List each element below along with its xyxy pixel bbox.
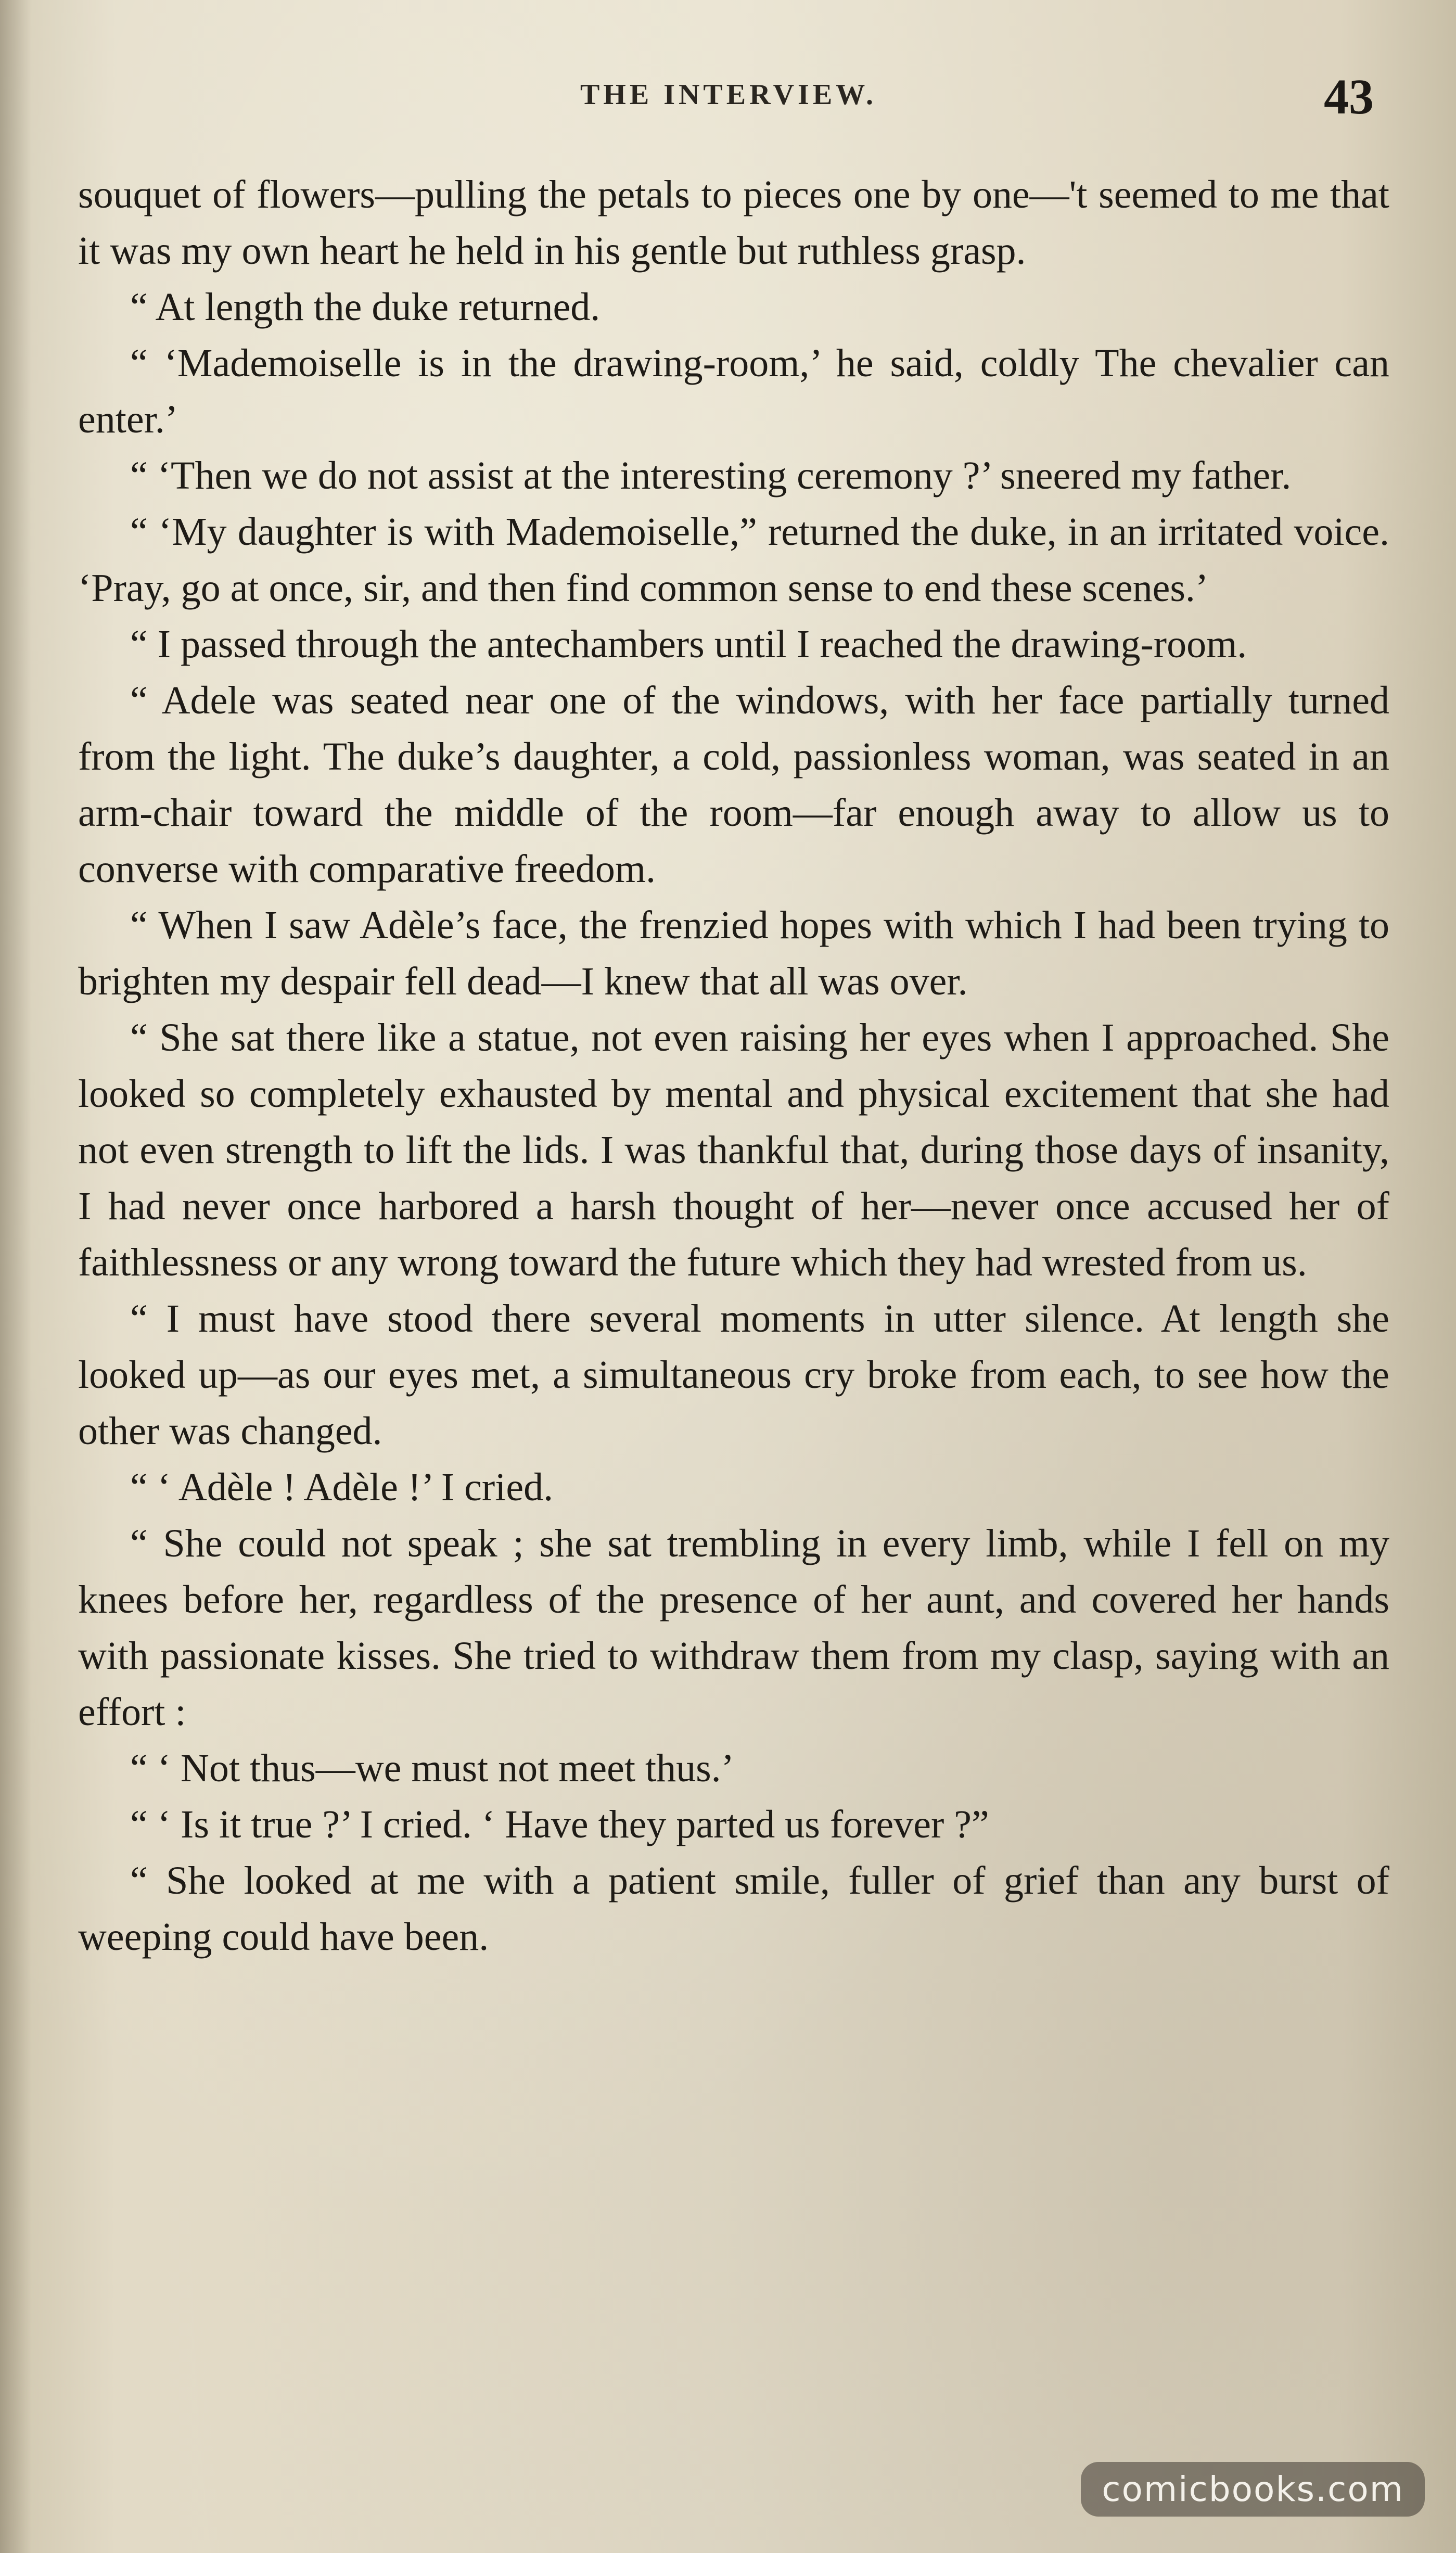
paragraph: “ She looked at me with a patient smile, fuller of grief than any burst of weeping could have been. <box>78 1859 1389 1959</box>
body-text <box>78 167 1389 1965</box>
paragraph: “ ‘Mademoiselle is in the drawing-room,’ he said, coldly The chevalier can enter.’ <box>78 341 1389 441</box>
watermark-logo: comicbooks.com <box>1081 2462 1425 2517</box>
paragraph: “ She could not speak ; she sat trembling in every limb, while I fell on my knees before her, regardless of the presence of her aunt, and covered her hands with passionate kisses. She tried to withdraw them from my clasp, saying with an effort : <box>78 1522 1389 1734</box>
paragraph: “ ‘My daughter is with Mademoiselle,” returned the duke, in an irritated voice. ‘Pray, go at once, sir, and then find common sense to end these scenes.’ <box>78 510 1389 610</box>
paragraph: “ When I saw Adèle’s face, the frenzied hopes with which I had been trying to brighten my despair fell dead—I knew that all was over. <box>78 903 1389 1003</box>
page-number: 43 <box>1324 69 1374 124</box>
running-title: THE INTERVIEW. <box>580 79 877 111</box>
paragraph: “ Adele was seated near one of the windows, with her face partially turned from the light. The duke’s daughter, a cold, passionless woman, was seated in an arm-chair toward the middle of the room—far enough away to allow us to converse with comparative freedom. <box>78 679 1389 891</box>
running-head <box>83 68 1374 130</box>
paragraph: “ I passed through the antechambers until I reached the drawing-room. <box>130 622 1247 666</box>
page-edge-shadow <box>0 0 31 2553</box>
paragraph: “ ‘Then we do not assist at the interesting ceremony ?’ sneered my father. <box>130 454 1292 497</box>
paragraph: “ ‘ Not thus—we must not meet thus.’ <box>130 1746 734 1790</box>
paragraph: “ At length the duke returned. <box>130 285 601 329</box>
paragraph: “ ‘ Adèle ! Adèle !’ I cried. <box>130 1465 554 1509</box>
paragraph: “ I must have stood there several moments in utter silence. At length she looked up—as our eyes met, a simultaneous cry broke from each, to see how the other was changed. <box>78 1297 1389 1453</box>
paragraph: “ ‘ Is it true ?’ I cried. ‘ Have they parted us forever ?” <box>130 1803 989 1846</box>
paragraph: souquet of flowers—pulling the petals to pieces one by one—'t seemed to me that it was my own heart he held in his gentle but ruthless grasp. <box>78 173 1389 273</box>
paragraph: “ She sat there like a statue, not even raising her eyes when I approached. She looked so completely exhausted by mental and physical excitement that she had not even strength to lift the lids. I was thankful that, during those days of insanity, I had never once harbored a harsh thought of her—never once accused her of faithlessness or any wrong toward the future which they had wrested from us. <box>78 1016 1389 1284</box>
